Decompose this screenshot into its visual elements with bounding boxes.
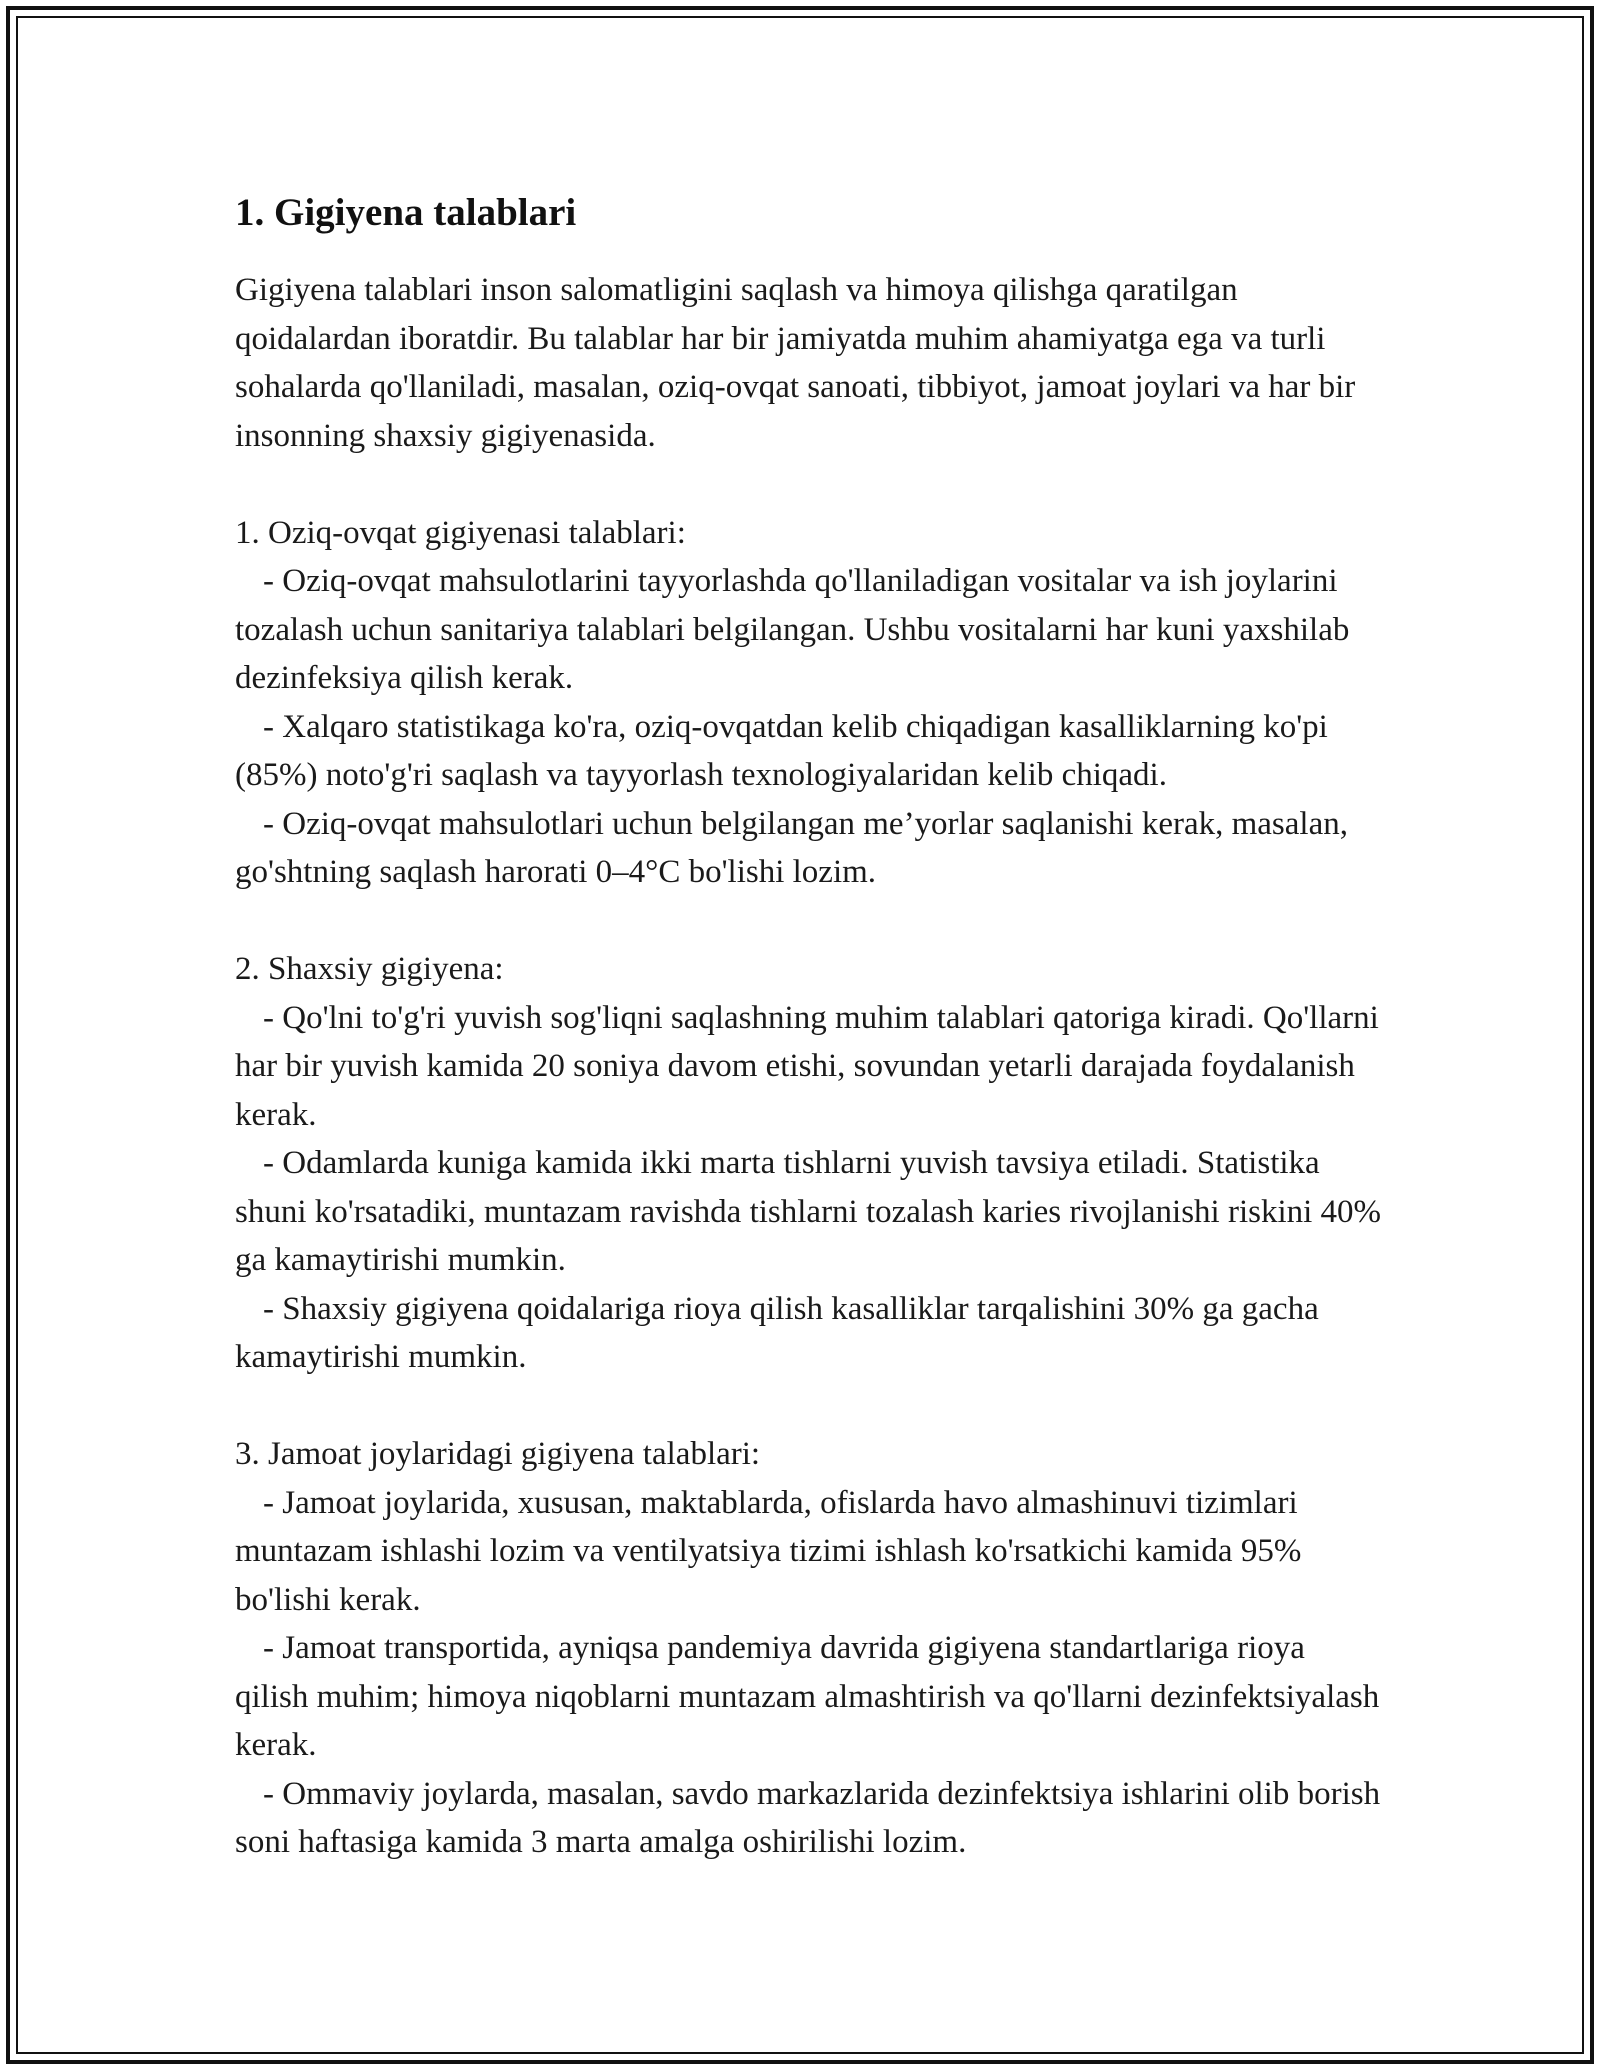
spacer	[235, 1382, 1385, 1431]
list-item: - Qo'lni to'g'ri yuvish sog'liqni saqlashning muhim talablari qatoriga kiradi. Qo'llarni har bir yuvish kamida 20 soniya davom etishi, sovundan yetarli darajada foydalanish kerak.	[235, 999, 1388, 1133]
list-item: - Oziq-ovqat mahsulotlari uchun belgilangan me’yorlar saqlanishi kerak, masalan, go'shtning saqlash harorati 0–4°C bo'lishi lozim.	[235, 805, 1357, 890]
list-item: - Odamlarda kuniga kamida ikki marta tishlarni yuvish tavsiya etiladi. Statistika shuni ko'rsatadiki, muntazam ravishda tishlarni tozalash karies rivojlanishi riskini 40% ga kamaytirishi mumkin.	[235, 1145, 1390, 1278]
section-public-places-hygiene	[235, 1430, 1389, 1867]
list-item: - Shaxsiy gigiyena qoidalariga rioya qilish kasalliklar tarqalishini 30% ga gacha kamaytirishi mumkin.	[235, 1290, 1327, 1375]
document-body	[235, 188, 1390, 1867]
spacer	[235, 897, 1385, 946]
section-heading: 3. Jamoat joylaridagi gigiyena talablari:	[235, 1436, 761, 1472]
section-heading: 2. Shaxsiy gigiyena:	[235, 951, 504, 987]
intro-paragraph: Gigiyena talablari inson salomatligini saqlash va himoya qilishga qaratilgan qoidalardan iboratdir. Bu talablar har bir jamiyatda muhim ahamiyatga ega va turli sohalarda qo'llaniladi, masalan, oziq-ovqat sanoati, tibbiyot, jamoat joylari va har bir insonning shaxsiy gigiyenasida.	[235, 272, 1364, 454]
list-item: - Oziq-ovqat mahsulotlarini tayyorlashda qo'llaniladigan vositalar va ish joylarini tozalash uchun sanitariya talablari belgilangan. Ushbu vositalarni har kuni yaxshilab dezinfeksiya qilish kerak.	[235, 563, 1358, 696]
section-food-hygiene	[235, 509, 1385, 897]
section-heading: 1. Oziq-ovqat gigiyenasi talablari:	[235, 514, 686, 551]
list-item: - Jamoat joylarida, xususan, maktablarda, ofislarda havo almashinuvi tizimlari muntazam ishlashi lozim va ventilyatsiya tizimi ishlash ko'rsatkichi kamida 95% bo'lishi kerak.	[235, 1484, 1310, 1618]
list-item: - Ommaviy joylarda, masalan, savdo markazlarida dezinfektsiya ishlarini olib borish soni haftasiga kamida 3 marta amalga oshirilishi lozim.	[235, 1775, 1389, 1860]
list-item: - Jamoat transportida, ayniqsa pandemiya davrida gigiyena standartlariga rioya qilish muhim; himoya niqoblarni muntazam almashtirish va qo'llarni dezinfektsiyalash kerak.	[235, 1630, 1388, 1763]
document-title: 1. Gigiyena talablari	[235, 191, 577, 234]
spacer	[235, 460, 1385, 509]
section-personal-hygiene	[235, 945, 1390, 1382]
list-item: - Xalqaro statistikaga ko'ra, oziq-ovqatdan kelib chiqadigan kasalliklarning ko'pi (85%) noto'g'ri saqlash va tayyorlash texnologiyalaridan kelib chiqadi.	[235, 708, 1337, 793]
